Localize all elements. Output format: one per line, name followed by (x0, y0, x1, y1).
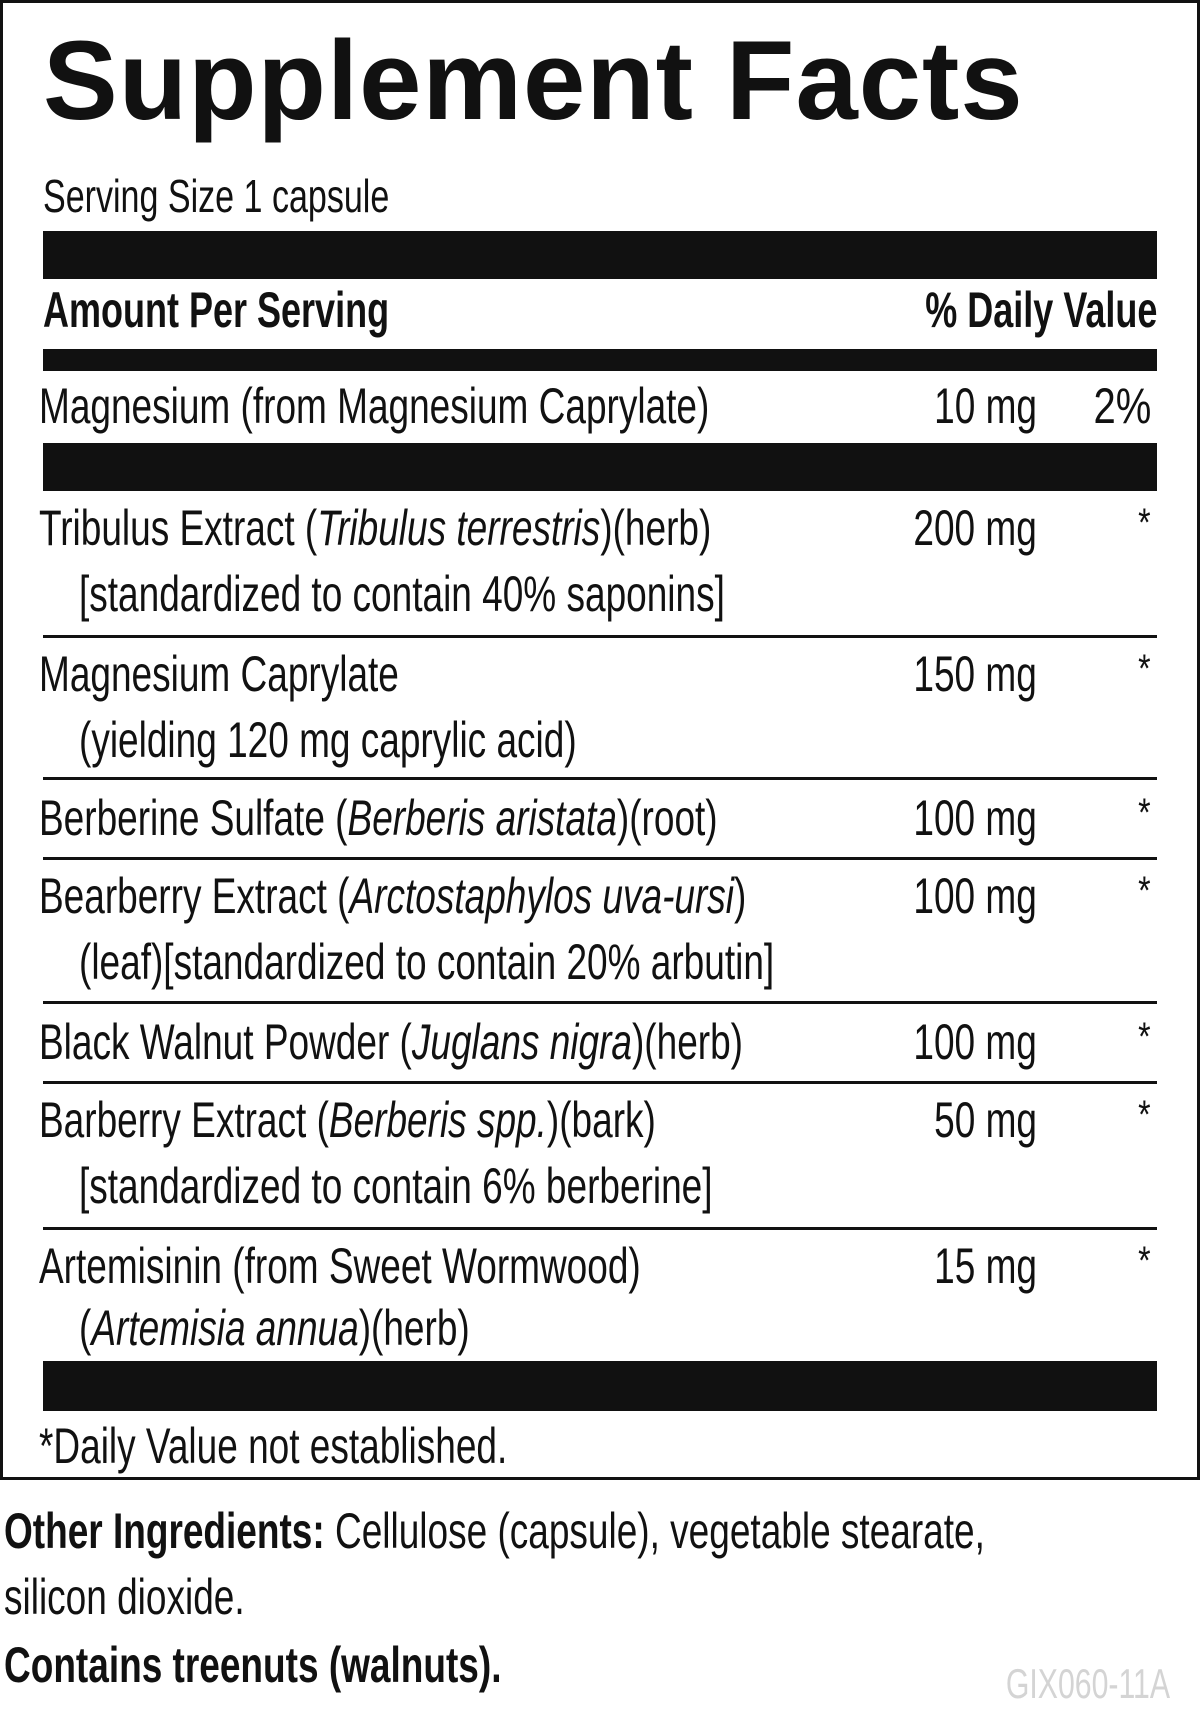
nutrient-daily-value: 2% (1093, 378, 1151, 434)
ingredient-daily-value: * (1138, 1239, 1151, 1283)
ingredient-daily-value: * (1138, 1093, 1151, 1137)
row-divider (43, 635, 1157, 638)
ingredient-daily-value: * (1138, 869, 1151, 913)
ingredient-amount: 100 mg (913, 868, 1037, 924)
ingredient-amount: 200 mg (913, 500, 1037, 556)
ingredient-amount: 15 mg (934, 1238, 1037, 1294)
ingredient-daily-value: * (1138, 1015, 1151, 1059)
thick-divider (43, 443, 1157, 491)
ingredient-name: Magnesium Caprylate (39, 646, 399, 702)
row-divider (43, 777, 1157, 780)
ingredient-detail: (yielding 120 mg caprylic acid) (79, 712, 577, 768)
daily-value-header: % Daily Value (924, 282, 1157, 338)
row-divider (43, 857, 1157, 860)
thick-divider (43, 231, 1157, 279)
ingredient-daily-value: * (1138, 501, 1151, 545)
ingredient-amount: 100 mg (913, 790, 1037, 846)
ingredient-daily-value: * (1138, 791, 1151, 835)
row-divider (43, 1227, 1157, 1230)
row-divider (43, 1001, 1157, 1004)
ingredient-amount: 100 mg (913, 1014, 1037, 1070)
allergen-statement: Contains treenuts (walnuts). (4, 1637, 502, 1693)
panel-title: Supplement Facts (43, 18, 1024, 143)
medium-divider (43, 349, 1157, 371)
ingredient-name: Berberine Sulfate (Berberis aristata)(root) (39, 790, 718, 846)
other-ingredients-continued: silicon dioxide. (4, 1569, 245, 1625)
ingredient-name: Artemisinin (from Sweet Wormwood) (39, 1238, 641, 1294)
other-ingredients: Other Ingredients: Cellulose (capsule), vegetable stearate, (4, 1503, 985, 1559)
nutrient-amount: 10 mg (934, 378, 1037, 434)
ingredient-daily-value: * (1138, 647, 1151, 691)
ingredient-detail: [standardized to contain 40% saponins] (79, 566, 725, 622)
ingredient-detail: [standardized to contain 6% berberine] (79, 1158, 713, 1214)
ingredient-name: Black Walnut Powder (Juglans nigra)(herb) (39, 1014, 743, 1070)
amount-per-serving-header: Amount Per Serving (43, 282, 390, 338)
ingredient-amount: 50 mg (934, 1092, 1037, 1148)
thick-divider (43, 1361, 1157, 1411)
serving-size: Serving Size 1 capsule (43, 170, 390, 222)
ingredient-name: Bearberry Extract (Arctostaphylos uva-ursi) (39, 868, 747, 924)
ingredient-name: Tribulus Extract (Tribulus terrestris)(herb) (39, 500, 712, 556)
ingredient-amount: 150 mg (913, 646, 1037, 702)
nutrient-name: Magnesium (from Magnesium Caprylate) (39, 378, 710, 434)
ingredient-name: Barberry Extract (Berberis spp.)(bark) (39, 1092, 656, 1148)
product-code: GIX060-11A (1005, 1660, 1170, 1707)
ingredient-detail: (Artemisia annua)(herb) (79, 1300, 470, 1356)
row-divider (43, 1081, 1157, 1084)
daily-value-footnote: *Daily Value not established. (39, 1418, 508, 1474)
ingredient-detail: (leaf)[standardized to contain 20% arbutin] (79, 934, 775, 990)
